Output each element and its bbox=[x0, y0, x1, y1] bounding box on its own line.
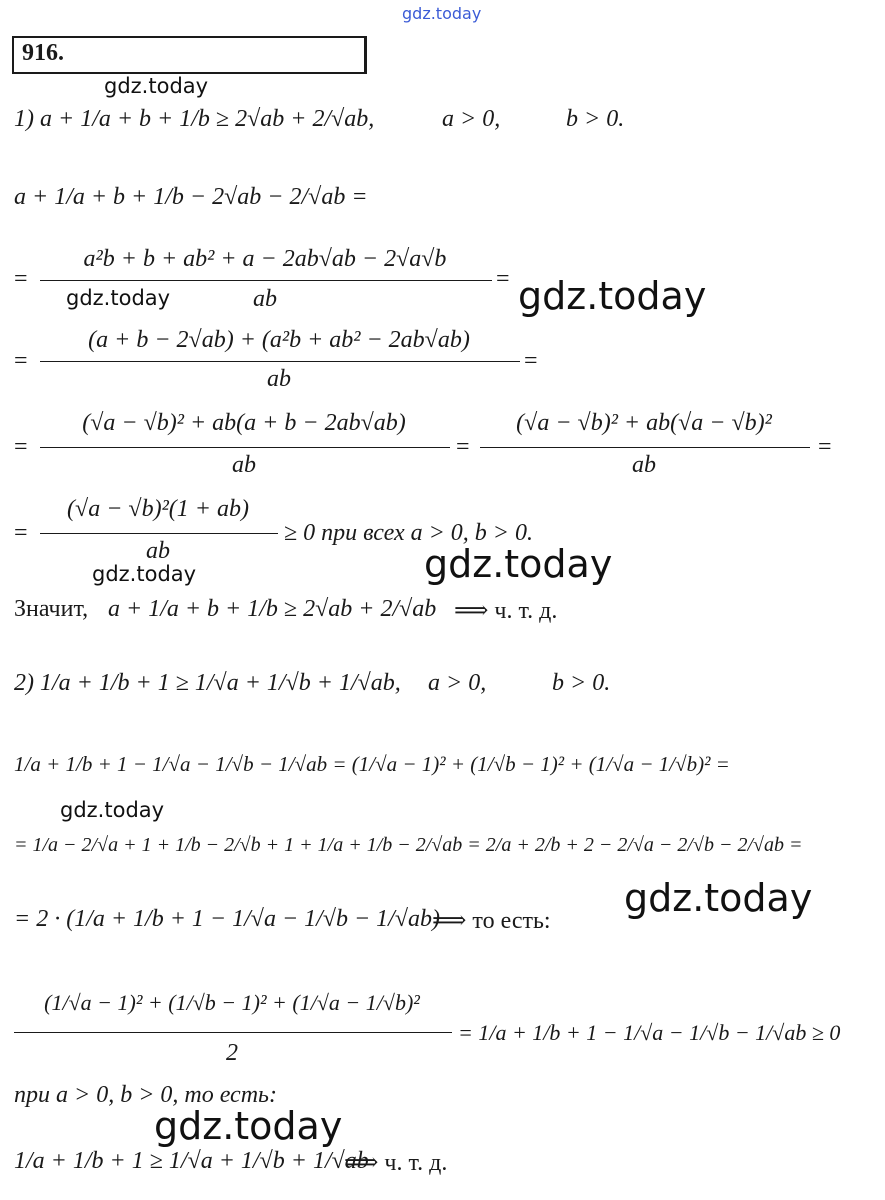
part1-line4b-fraction-bar bbox=[480, 447, 810, 448]
watermark: gdz.today bbox=[60, 798, 165, 822]
part2-cond-a: a > 0, bbox=[428, 670, 487, 696]
part1-line2-fraction-bar bbox=[40, 280, 492, 281]
part1-eq-sign-5: = bbox=[14, 520, 28, 546]
problem-number: 916. bbox=[22, 40, 64, 66]
watermark: gdz.today bbox=[518, 274, 707, 318]
part1-line3-denominator: ab bbox=[267, 366, 291, 392]
part2-final-tail: ⟹ ч. т. д. bbox=[344, 1150, 448, 1176]
part1-line4-end-eq: = bbox=[818, 434, 832, 460]
part2-line1: 1/a + 1/b + 1 − 1/√a − 1/√b − 1/√ab = (1/√a − 1)² + (1/√b − 1)² + (1/√a − 1/√b)² = bbox=[14, 752, 730, 776]
part1-line5-tail: ≥ 0 при всех a > 0, b > 0. bbox=[284, 520, 533, 546]
part1-line5-fraction-bar bbox=[40, 533, 278, 534]
part1-cond-b: b > 0. bbox=[566, 106, 625, 132]
part2-line4-denominator: 2 bbox=[226, 1040, 238, 1066]
part2-line3: = 2 · (1/a + 1/b + 1 − 1/√a − 1/√b − 1/√ab) bbox=[14, 906, 441, 932]
part1-conclusion-tail: ⟹ ч. т. д. bbox=[454, 598, 558, 624]
part2-line3-tail: ⟹ то есть: bbox=[432, 908, 551, 934]
part1-conclusion-prefix: Значит, bbox=[14, 596, 89, 622]
part2-final-expr: 1/a + 1/b + 1 ≥ 1/√a + 1/√b + 1/√ab bbox=[14, 1148, 369, 1174]
watermark: gdz.today bbox=[104, 74, 209, 98]
part1-line5-denominator: ab bbox=[146, 538, 170, 564]
part1-line1: a + 1/a + b + 1/b − 2√ab − 2/√ab = bbox=[14, 184, 368, 210]
part1-line3-numerator: (a + b − 2√ab) + (a²b + ab² − 2ab√ab) bbox=[88, 327, 470, 353]
part1-line3-fraction-bar bbox=[40, 361, 520, 362]
part1-eq-sign: = bbox=[14, 266, 28, 292]
part1-line4a-numerator: (√a − √b)² + ab(a + b − 2ab√ab) bbox=[82, 410, 406, 436]
part2-line4-fraction-bar bbox=[14, 1032, 452, 1033]
part1-line4a-fraction-bar bbox=[40, 447, 450, 448]
part1-line2-denominator: ab bbox=[253, 286, 277, 312]
part1-line4b-denominator: ab bbox=[632, 452, 656, 478]
part1-cond-a: a > 0, bbox=[442, 106, 501, 132]
part1-line4a-denominator: ab bbox=[232, 452, 256, 478]
part1-line3-eq: = bbox=[524, 348, 538, 374]
watermark: gdz.today bbox=[424, 542, 613, 586]
part1-eq-sign-4: = bbox=[14, 434, 28, 460]
part2-statement: 2) 1/a + 1/b + 1 ≥ 1/√a + 1/√b + 1/√ab, bbox=[14, 670, 401, 696]
part1-statement: 1) a + 1/a + b + 1/b ≥ 2√ab + 2/√ab, bbox=[14, 106, 375, 132]
part1-line4-mid-eq: = bbox=[456, 434, 470, 460]
part1-eq-sign-3: = bbox=[14, 348, 28, 374]
part2-cond-b: b > 0. bbox=[552, 670, 611, 696]
watermark: gdz.today bbox=[92, 562, 197, 586]
part1-line5-numerator: (√a − √b)²(1 + ab) bbox=[67, 496, 249, 522]
part1-line2-numerator: a²b + b + ab² + a − 2ab√ab − 2√a√b bbox=[83, 246, 447, 272]
part2-line2: = 1/a − 2/√a + 1 + 1/b − 2/√b + 1 + 1/a + 1/b − 2/√ab = 2/a + 2/b + 2 − 2/√a − 2/√b − 2/√ab = bbox=[14, 834, 803, 856]
part1-conclusion-expr: a + 1/a + b + 1/b ≥ 2√ab + 2/√ab bbox=[108, 596, 437, 622]
part2-line4-rhs: = 1/a + 1/b + 1 − 1/√a − 1/√b − 1/√ab ≥ 0 bbox=[458, 1020, 841, 1045]
watermark: gdz.today bbox=[66, 286, 171, 310]
part2-line4-numerator: (1/√a − 1)² + (1/√b − 1)² + (1/√a − 1/√b)² bbox=[44, 990, 420, 1015]
watermark: gdz.today bbox=[624, 876, 813, 920]
watermark-top: gdz.today bbox=[402, 4, 482, 23]
part1-line4b-numerator: (√a − √b)² + ab(√a − √b)² bbox=[516, 410, 772, 436]
part2-condition-line: при a > 0, b > 0, то есть: bbox=[14, 1082, 277, 1108]
part1-line2-eq: = bbox=[496, 266, 510, 292]
watermark: gdz.today bbox=[154, 1104, 343, 1148]
problem-header-box bbox=[12, 36, 367, 74]
